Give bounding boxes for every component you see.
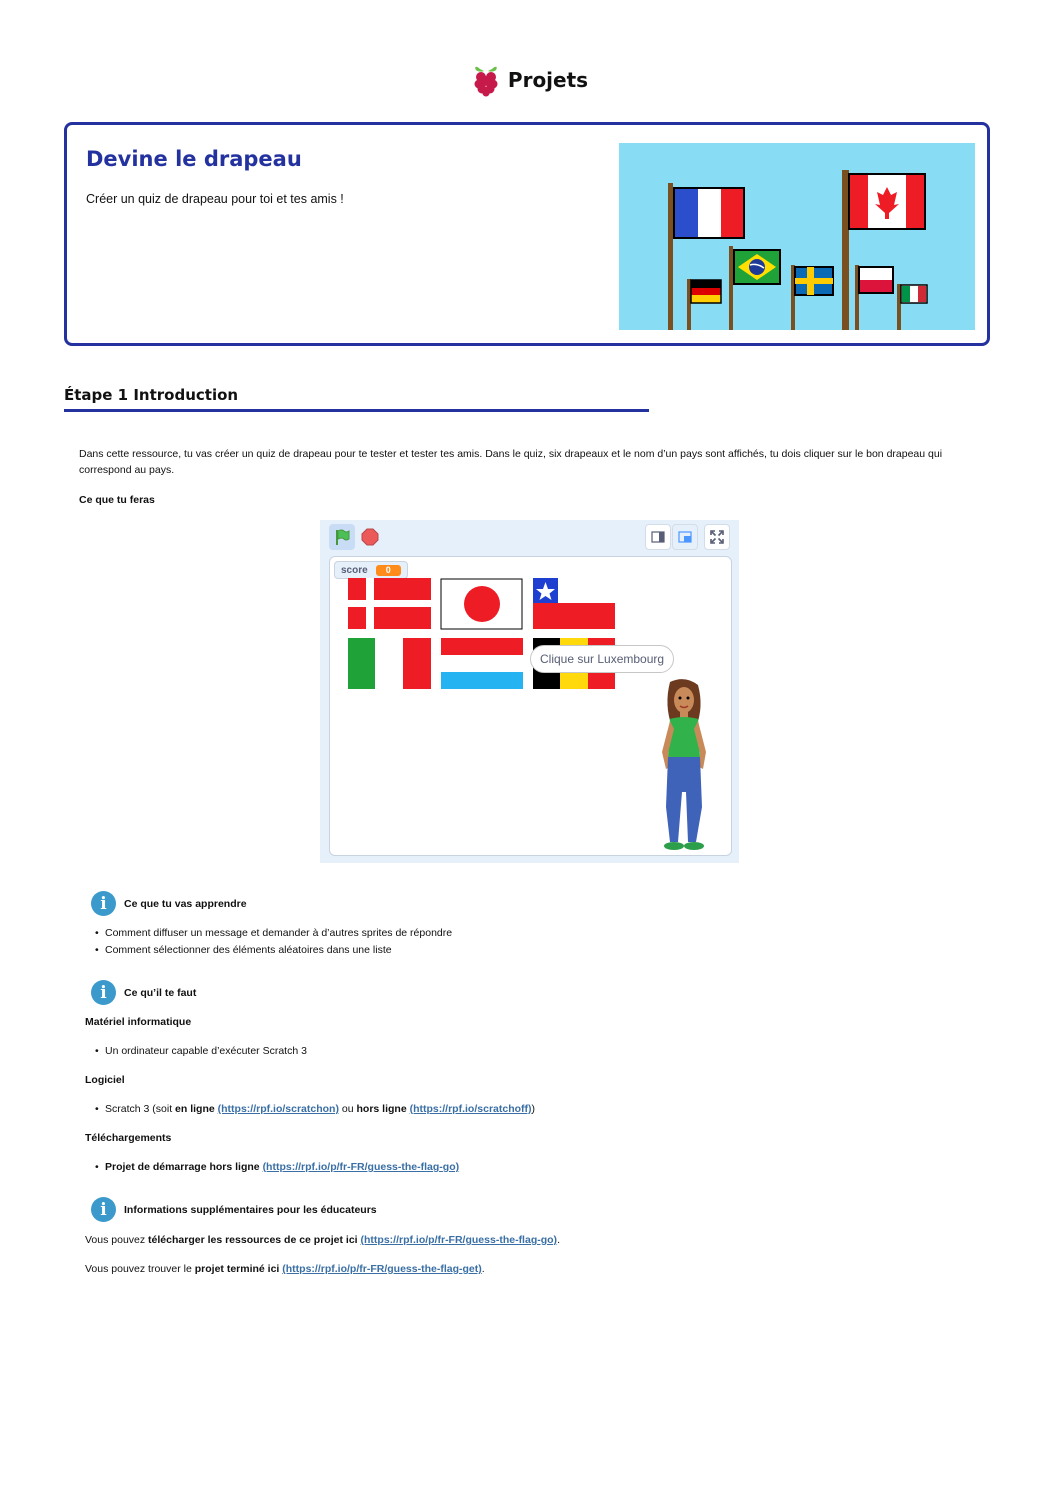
learn-list — [95, 925, 452, 959]
info-icon: i — [91, 980, 116, 1005]
educators-header — [91, 1197, 377, 1222]
scratch-online-link[interactable]: (https://rpf.io/scratchon) — [217, 1103, 339, 1115]
small-stage-icon — [651, 531, 665, 543]
fullscreen-button[interactable] — [704, 524, 730, 550]
educators-line-2-suffix: . — [481, 1263, 485, 1275]
what-you-do-label: Ce que tu feras — [79, 494, 155, 506]
online-label: en ligne — [175, 1103, 215, 1115]
software-list — [95, 1101, 535, 1118]
speech-bubble: Clique sur Luxembourg — [530, 645, 674, 673]
score-value: 0 — [376, 565, 401, 576]
downloads-list — [95, 1159, 459, 1176]
list-item — [95, 1101, 535, 1118]
software-prefix: Scratch 3 (soit — [105, 1103, 176, 1115]
learn-header — [91, 891, 247, 916]
project-card — [64, 122, 990, 346]
score-label: score — [341, 564, 368, 576]
fullscreen-icon — [710, 530, 724, 544]
info-icon: i — [91, 1197, 116, 1222]
resources-link[interactable]: (https://rpf.io/p/fr-FR/guess-the-flag-go) — [360, 1234, 558, 1246]
need-title: Ce qu’il te faut — [124, 986, 197, 999]
learn-title: Ce que tu vas apprendre — [124, 897, 247, 910]
stop-icon — [361, 528, 379, 546]
step-heading: Étape 1 Introduction — [64, 386, 239, 404]
offline-label: hors ligne — [356, 1103, 407, 1115]
software-middle: ou — [338, 1103, 357, 1115]
starter-project-link[interactable]: (https://rpf.io/p/fr-FR/guess-the-flag-go) — [262, 1161, 460, 1173]
downloads-heading: Téléchargements — [85, 1132, 172, 1144]
educators-line-2 — [85, 1261, 485, 1277]
step-underline — [64, 409, 649, 412]
chile-flag[interactable] — [533, 578, 615, 629]
brand-title[interactable]: Projets — [507, 68, 589, 92]
small-stage-button[interactable] — [645, 524, 671, 550]
software-heading: Logiciel — [85, 1074, 125, 1086]
download-label: Projet de démarrage hors ligne — [105, 1161, 260, 1173]
scratch-stage-panel — [320, 520, 739, 863]
flags-illustration — [619, 143, 975, 330]
luxembourg-flag[interactable] — [441, 638, 523, 689]
raspberry-logo-icon — [472, 63, 500, 97]
character-sprite[interactable] — [662, 679, 706, 850]
educators-line-1-bold: télécharger les ressources de ce projet ici — [148, 1234, 358, 1246]
software-suffix: ) — [531, 1103, 536, 1115]
green-flag-icon — [333, 528, 351, 546]
educators-line-2-prefix: Vous pouvez trouver le — [85, 1263, 195, 1275]
need-header — [91, 980, 196, 1005]
info-icon: i — [91, 891, 116, 916]
denmark-flag[interactable] — [348, 578, 431, 629]
normal-stage-icon — [678, 531, 692, 543]
educators-title: Informations supplémentaires pour les éducateurs — [124, 1203, 377, 1216]
scratch-offline-link[interactable]: (https://rpf.io/scratchoff) — [409, 1103, 532, 1115]
finished-project-link[interactable]: (https://rpf.io/p/fr-FR/guess-the-flag-get) — [282, 1263, 482, 1275]
educators-line-2-bold: projet terminé ici — [194, 1263, 280, 1275]
list-item: • Comment sélectionner des éléments aléatoires dans une liste — [95, 942, 452, 959]
japan-flag[interactable] — [441, 579, 522, 629]
list-item: • Comment diffuser un message et demander à d’autres sprites de répondre — [95, 925, 452, 942]
educators-line-1-suffix: . — [557, 1234, 560, 1246]
hardware-list — [95, 1043, 307, 1060]
list-item: • Un ordinateur capable d’exécuter Scratch 3 — [95, 1043, 307, 1060]
hardware-heading: Matériel informatique — [85, 1016, 192, 1028]
stop-button[interactable] — [357, 524, 383, 550]
scratch-stage[interactable] — [329, 556, 732, 856]
green-flag-button[interactable] — [329, 524, 355, 550]
intro-paragraph: Dans cette ressource, tu vas créer un quiz de drapeau pour te tester et tester tes amis. Dans le quiz, six drapeaux et le nom d’un pays sont affichés, tu dois cliquer sur le bon drapeau qui correspond au pays. — [79, 448, 943, 476]
educators-line-1-prefix: Vous pouvez — [85, 1234, 149, 1246]
page-header — [0, 60, 1060, 100]
project-title: Devine le drapeau — [86, 147, 302, 171]
italy-flag[interactable] — [348, 638, 431, 689]
list-item — [95, 1159, 459, 1176]
normal-stage-button[interactable] — [672, 524, 698, 550]
project-subtitle: Créer un quiz de drapeau pour toi et tes amis ! — [86, 192, 344, 206]
educators-line-1 — [85, 1232, 560, 1248]
